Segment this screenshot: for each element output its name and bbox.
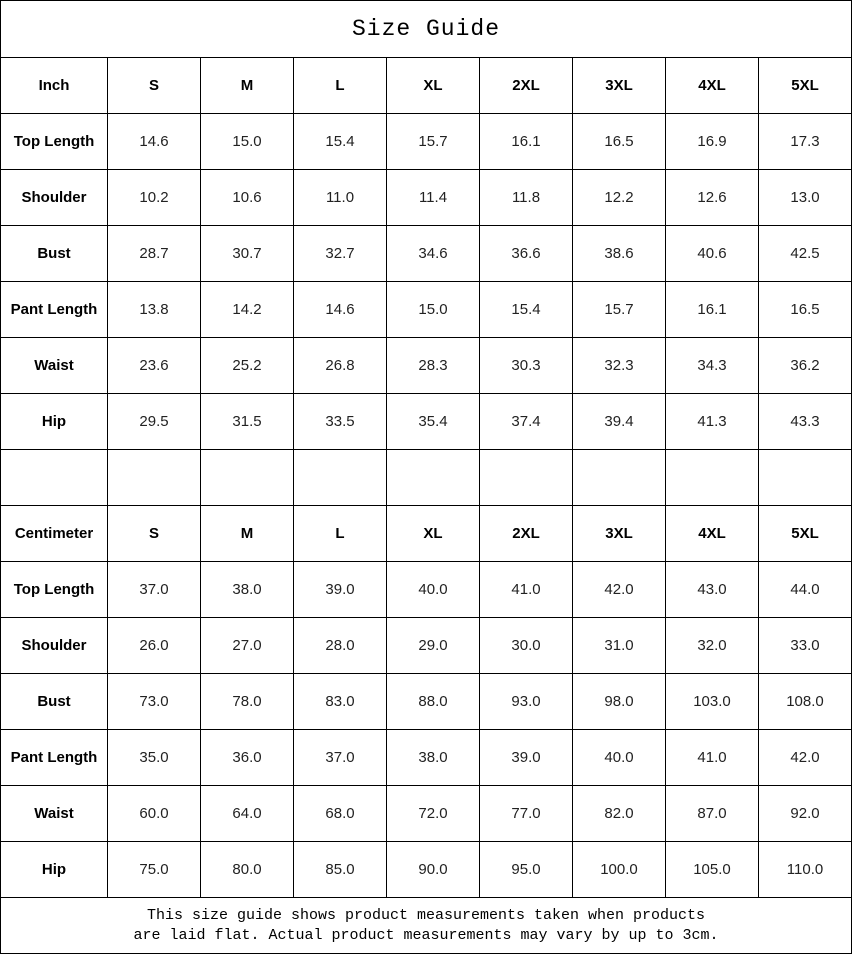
measurement-value-cell: 37.4 — [480, 394, 573, 450]
measurement-value-cell: 33.5 — [294, 394, 387, 450]
measurement-value-cell: 36.6 — [480, 226, 573, 282]
table-row — [1, 786, 852, 842]
measurement-value-cell: 31.5 — [201, 394, 294, 450]
spacer-cell — [1, 450, 108, 506]
spacer-cell — [294, 450, 387, 506]
table-row — [1, 394, 852, 450]
measurement-value-cell: 14.2 — [201, 282, 294, 338]
size-header-cell: 2XL — [480, 506, 573, 562]
measurement-value-cell: 34.6 — [387, 226, 480, 282]
size-header-cell: 4XL — [666, 58, 759, 114]
measurement-value-cell: 13.0 — [759, 170, 852, 226]
measurement-value-cell: 25.2 — [201, 338, 294, 394]
measurement-value-cell: 40.6 — [666, 226, 759, 282]
measurement-value-cell: 93.0 — [480, 674, 573, 730]
measurement-value-cell: 60.0 — [108, 786, 201, 842]
measurement-value-cell: 88.0 — [387, 674, 480, 730]
measurement-value-cell: 16.1 — [666, 282, 759, 338]
measurement-value-cell: 42.0 — [759, 730, 852, 786]
measurement-value-cell: 90.0 — [387, 842, 480, 898]
measurement-value-cell: 75.0 — [108, 842, 201, 898]
measurement-label-cell: Shoulder — [1, 170, 108, 226]
measurement-value-cell: 64.0 — [201, 786, 294, 842]
measurement-label-cell: Pant Length — [1, 282, 108, 338]
measurement-label-cell: Hip — [1, 842, 108, 898]
measurement-value-cell: 98.0 — [573, 674, 666, 730]
size-header-cell: S — [108, 506, 201, 562]
measurement-value-cell: 87.0 — [666, 786, 759, 842]
measurement-value-cell: 28.3 — [387, 338, 480, 394]
spacer-cell — [759, 450, 852, 506]
measurement-value-cell: 110.0 — [759, 842, 852, 898]
size-header-cell: XL — [387, 58, 480, 114]
measurement-value-cell: 12.6 — [666, 170, 759, 226]
measurement-value-cell: 30.3 — [480, 338, 573, 394]
measurement-value-cell: 32.7 — [294, 226, 387, 282]
size-header-cell: 5XL — [759, 58, 852, 114]
measurement-value-cell: 39.0 — [294, 562, 387, 618]
measurement-value-cell: 37.0 — [108, 562, 201, 618]
table-row — [1, 170, 852, 226]
measurement-value-cell: 15.0 — [201, 114, 294, 170]
measurement-value-cell: 43.3 — [759, 394, 852, 450]
measurement-value-cell: 30.7 — [201, 226, 294, 282]
measurement-value-cell: 16.5 — [573, 114, 666, 170]
table-row — [1, 674, 852, 730]
measurement-value-cell: 41.0 — [480, 562, 573, 618]
spacer-row — [1, 450, 852, 506]
measurement-value-cell: 27.0 — [201, 618, 294, 674]
measurement-label-cell: Waist — [1, 338, 108, 394]
measurement-value-cell: 35.0 — [108, 730, 201, 786]
size-header-cell: M — [201, 506, 294, 562]
measurement-value-cell: 29.0 — [387, 618, 480, 674]
measurement-value-cell: 32.3 — [573, 338, 666, 394]
measurement-value-cell: 17.3 — [759, 114, 852, 170]
measurement-value-cell: 77.0 — [480, 786, 573, 842]
measurement-value-cell: 29.5 — [108, 394, 201, 450]
measurement-label-cell: Bust — [1, 674, 108, 730]
measurement-value-cell: 11.0 — [294, 170, 387, 226]
size-header-cell: 4XL — [666, 506, 759, 562]
measurement-value-cell: 38.0 — [387, 730, 480, 786]
measurement-value-cell: 82.0 — [573, 786, 666, 842]
measurement-value-cell: 10.6 — [201, 170, 294, 226]
spacer-cell — [201, 450, 294, 506]
size-header-cell: 5XL — [759, 506, 852, 562]
measurement-value-cell: 16.5 — [759, 282, 852, 338]
measurement-value-cell: 16.9 — [666, 114, 759, 170]
measurement-value-cell: 78.0 — [201, 674, 294, 730]
footer-row — [1, 898, 852, 954]
measurement-value-cell: 35.4 — [387, 394, 480, 450]
measurement-value-cell: 38.6 — [573, 226, 666, 282]
footer-note — [1, 898, 852, 954]
measurement-value-cell: 108.0 — [759, 674, 852, 730]
table-row — [1, 730, 852, 786]
title-row — [1, 1, 852, 58]
measurement-value-cell: 15.4 — [294, 114, 387, 170]
measurement-value-cell: 15.7 — [573, 282, 666, 338]
table-row — [1, 114, 852, 170]
measurement-value-cell: 42.5 — [759, 226, 852, 282]
measurement-value-cell: 12.2 — [573, 170, 666, 226]
size-header-cell: XL — [387, 506, 480, 562]
measurement-value-cell: 68.0 — [294, 786, 387, 842]
measurement-label-cell: Waist — [1, 786, 108, 842]
measurement-value-cell: 73.0 — [108, 674, 201, 730]
measurement-value-cell: 11.8 — [480, 170, 573, 226]
measurement-value-cell: 16.1 — [480, 114, 573, 170]
measurement-value-cell: 36.0 — [201, 730, 294, 786]
measurement-value-cell: 14.6 — [294, 282, 387, 338]
measurement-value-cell: 39.0 — [480, 730, 573, 786]
measurement-value-cell: 15.0 — [387, 282, 480, 338]
measurement-value-cell: 38.0 — [201, 562, 294, 618]
measurement-value-cell: 30.0 — [480, 618, 573, 674]
measurement-value-cell: 40.0 — [573, 730, 666, 786]
spacer-cell — [108, 450, 201, 506]
table-row — [1, 618, 852, 674]
size-header-row-centimeter — [1, 506, 852, 562]
measurement-value-cell: 14.6 — [108, 114, 201, 170]
measurement-value-cell: 26.0 — [108, 618, 201, 674]
measurement-value-cell: 37.0 — [294, 730, 387, 786]
table-row — [1, 842, 852, 898]
measurement-value-cell: 31.0 — [573, 618, 666, 674]
measurement-label-cell: Top Length — [1, 562, 108, 618]
spacer-cell — [480, 450, 573, 506]
size-header-cell: 3XL — [573, 58, 666, 114]
spacer-cell — [666, 450, 759, 506]
measurement-value-cell: 33.0 — [759, 618, 852, 674]
measurement-value-cell: 15.7 — [387, 114, 480, 170]
measurement-value-cell: 11.4 — [387, 170, 480, 226]
table-row — [1, 562, 852, 618]
spacer-cell — [573, 450, 666, 506]
measurement-label-cell: Hip — [1, 394, 108, 450]
size-header-cell: 2XL — [480, 58, 573, 114]
measurement-value-cell: 42.0 — [573, 562, 666, 618]
measurement-label-cell: Top Length — [1, 114, 108, 170]
measurement-value-cell: 83.0 — [294, 674, 387, 730]
size-header-row-inch — [1, 58, 852, 114]
measurement-value-cell: 13.8 — [108, 282, 201, 338]
measurement-value-cell: 26.8 — [294, 338, 387, 394]
measurement-value-cell: 23.6 — [108, 338, 201, 394]
page-title: Size Guide — [1, 1, 852, 58]
measurement-value-cell: 34.3 — [666, 338, 759, 394]
measurement-value-cell: 32.0 — [666, 618, 759, 674]
footer-note-line1: This size guide shows product measurements taken when products — [146, 906, 706, 924]
footer-note-line2: are laid flat. Actual product measurements may vary by up to 3cm. — [133, 926, 719, 944]
measurement-value-cell: 92.0 — [759, 786, 852, 842]
measurement-value-cell: 10.2 — [108, 170, 201, 226]
measurement-value-cell: 28.0 — [294, 618, 387, 674]
measurement-value-cell: 95.0 — [480, 842, 573, 898]
measurement-value-cell: 85.0 — [294, 842, 387, 898]
measurement-value-cell: 36.2 — [759, 338, 852, 394]
measurement-value-cell: 40.0 — [387, 562, 480, 618]
measurement-value-cell: 28.7 — [108, 226, 201, 282]
measurement-value-cell: 15.4 — [480, 282, 573, 338]
size-header-cell: 3XL — [573, 506, 666, 562]
measurement-label-cell: Shoulder — [1, 618, 108, 674]
measurement-value-cell: 41.3 — [666, 394, 759, 450]
size-header-cell: L — [294, 58, 387, 114]
unit-header-cell: Centimeter — [1, 506, 108, 562]
table-row — [1, 338, 852, 394]
unit-header-cell: Inch — [1, 58, 108, 114]
measurement-value-cell: 72.0 — [387, 786, 480, 842]
measurement-value-cell: 105.0 — [666, 842, 759, 898]
size-header-cell: L — [294, 506, 387, 562]
spacer-cell — [387, 450, 480, 506]
measurement-value-cell: 100.0 — [573, 842, 666, 898]
size-header-cell: S — [108, 58, 201, 114]
measurement-value-cell: 41.0 — [666, 730, 759, 786]
measurement-label-cell: Pant Length — [1, 730, 108, 786]
measurement-value-cell: 39.4 — [573, 394, 666, 450]
measurement-label-cell: Bust — [1, 226, 108, 282]
measurement-value-cell: 103.0 — [666, 674, 759, 730]
table-row — [1, 282, 852, 338]
table-row — [1, 226, 852, 282]
measurement-value-cell: 44.0 — [759, 562, 852, 618]
measurement-value-cell: 80.0 — [201, 842, 294, 898]
measurement-value-cell: 43.0 — [666, 562, 759, 618]
size-header-cell: M — [201, 58, 294, 114]
